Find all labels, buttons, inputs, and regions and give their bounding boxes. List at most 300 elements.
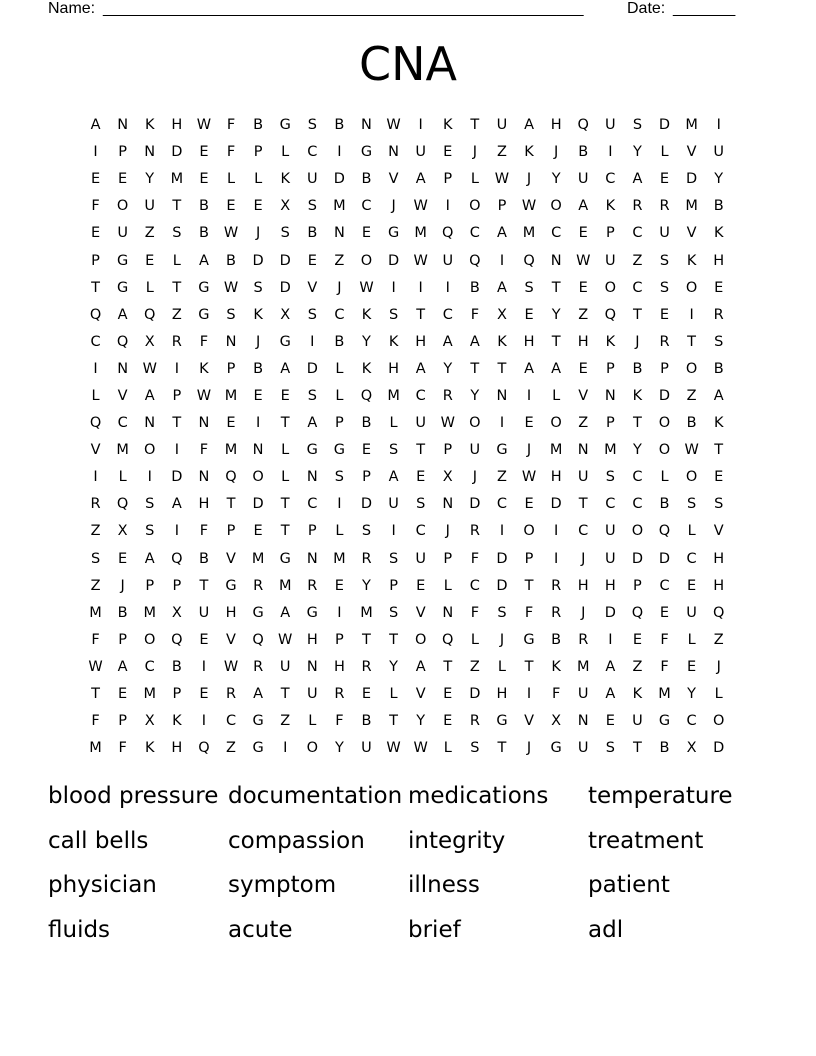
grid-letter: E (416, 577, 426, 594)
grid-letter: X (551, 713, 562, 730)
grid-letter: V (388, 171, 399, 188)
grid-letter: T (497, 740, 507, 757)
grid-letter: Q (171, 550, 183, 567)
grid-letter: R (253, 577, 264, 594)
name-blank-line: ______________________________________________________ (103, 0, 584, 17)
grid-letter: Q (116, 333, 129, 350)
grid-letter: W (386, 117, 401, 134)
grid-letter: I (93, 144, 98, 161)
grid-letter: S (280, 225, 290, 242)
grid-letter: K (144, 740, 155, 757)
grid-letter: J (499, 631, 505, 648)
grid-letter: E (524, 496, 534, 513)
grid-letter: F (551, 686, 561, 703)
grid-letter: P (118, 144, 128, 161)
grid-letter: X (686, 740, 697, 757)
grid-letter: U (144, 198, 156, 215)
grid-letter: H (225, 604, 237, 621)
grid-letter: P (633, 577, 642, 594)
grid-letter: O (685, 360, 698, 377)
grid-letter: O (658, 415, 671, 432)
grid-letter: P (172, 577, 182, 594)
grid-letter: A (117, 306, 128, 323)
grid-letter: T (91, 686, 100, 703)
grid-letter: L (497, 658, 506, 675)
grid-letter: B (713, 360, 724, 377)
grid-letter: D (631, 550, 643, 567)
grid-letter: O (144, 631, 156, 648)
grid-letter: W (576, 252, 591, 269)
grid-letter: C (90, 333, 101, 350)
grid-letter: M (170, 171, 184, 188)
grid-letter: W (521, 198, 537, 215)
grid-letter: W (413, 252, 428, 269)
grid-letter: G (496, 713, 508, 730)
grid-letter: U (117, 225, 128, 242)
grid-letter: B (117, 604, 128, 621)
grid-letter: L (145, 279, 154, 296)
grid-letter: E (226, 415, 236, 432)
grid-letter: Y (416, 713, 426, 730)
grid-letter: M (576, 658, 590, 675)
grid-letter: Q (604, 306, 617, 323)
grid-letter: O (469, 198, 481, 215)
grid-letter: Q (89, 306, 102, 323)
grid-letter: R (469, 523, 480, 540)
grid-letter: I (391, 523, 396, 540)
word-list (48, 779, 768, 957)
grid-letter: I (499, 415, 505, 432)
grid-letter: R (713, 306, 724, 323)
grid-letter: K (253, 306, 263, 323)
grid-row (82, 193, 736, 220)
grid-letter: Q (442, 631, 454, 648)
grid-letter: T (172, 279, 182, 296)
date-blank-line: _______ (673, 0, 736, 17)
grid-letter: M (522, 225, 536, 242)
grid-letter: U (686, 604, 697, 621)
grid-letter: V (415, 686, 426, 703)
date-label: Date: (627, 0, 666, 17)
grid-letter: Q (225, 469, 237, 486)
grid-letter: V (307, 279, 318, 296)
grid-letter: O (658, 442, 671, 459)
grid-letter: E (307, 252, 317, 269)
grid-letter: M (360, 604, 373, 621)
grid-letter: L (335, 523, 344, 540)
grid-letter: B (361, 415, 372, 432)
grid-letter: U (415, 144, 426, 161)
grid-letter: N (577, 442, 589, 459)
grid-letter: A (496, 279, 507, 296)
grid-letter: U (605, 550, 616, 567)
grid-letter: N (442, 604, 454, 621)
grid-letter: Y (714, 171, 724, 188)
grid-letter: C (496, 496, 508, 513)
grid-letter: Z (686, 387, 697, 404)
grid-letter: V (686, 225, 697, 242)
grid-letter: C (334, 306, 345, 323)
grid-letter: P (660, 360, 669, 377)
grid-letter: U (306, 171, 318, 188)
grid-letter: T (226, 496, 236, 513)
grid-letter: U (659, 225, 670, 242)
grid-letter: E (199, 631, 209, 648)
grid-letter: I (526, 387, 532, 404)
grid-letter: Z (334, 252, 345, 269)
grid-letter: E (416, 469, 426, 486)
grid-letter: X (280, 198, 291, 215)
grid-letter: L (91, 387, 100, 404)
grid-letter: C (469, 225, 480, 242)
grid-letter: K (713, 415, 724, 432)
grid-letter: E (199, 144, 209, 161)
grid-row (82, 166, 736, 193)
grid-letter: V (524, 713, 534, 730)
grid-letter: S (145, 496, 155, 513)
grid-letter: Q (116, 496, 129, 513)
grid-letter: D (469, 686, 481, 703)
grid-letter: N (306, 550, 318, 567)
grid-row (82, 410, 736, 437)
grid-letter: P (362, 469, 371, 486)
grid-letter: S (632, 117, 643, 134)
grid-letter: K (632, 387, 643, 404)
word-list-item: blood pressure (48, 783, 219, 809)
grid-letter: E (714, 469, 724, 486)
grid-letter: W (440, 415, 455, 432)
grid-letter: W (196, 387, 212, 404)
grid-letter: T (524, 577, 534, 594)
grid-letter: L (389, 415, 398, 432)
letter-grid (82, 112, 736, 762)
grid-letter: H (415, 333, 427, 350)
grid-letter: E (253, 387, 263, 404)
grid-letter: S (307, 117, 317, 134)
grid-letter: T (280, 523, 290, 540)
grid-letter: H (577, 577, 589, 594)
grid-letter: A (442, 333, 453, 350)
grid-row (82, 383, 736, 410)
grid-letter: B (171, 658, 182, 675)
grid-letter: M (387, 387, 400, 404)
grid-letter: G (523, 631, 535, 648)
grid-letter: C (442, 306, 453, 323)
grid-letter: N (550, 252, 562, 269)
grid-letter: D (658, 117, 671, 134)
grid-letter: O (116, 198, 129, 215)
grid-letter: U (361, 740, 372, 757)
grid-letter: O (414, 631, 427, 648)
grid-letter: Y (551, 306, 561, 323)
grid-letter: N (225, 333, 237, 350)
grid-letter: K (524, 144, 534, 161)
grid-letter: U (306, 686, 318, 703)
grid-letter: B (198, 198, 209, 215)
grid-letter: S (605, 740, 615, 757)
grid-letter: E (199, 686, 209, 703)
grid-letter: S (388, 604, 399, 621)
grid-letter: L (470, 171, 479, 188)
grid-letter: O (631, 523, 644, 540)
grid-row (82, 275, 736, 302)
grid-letter: U (279, 658, 291, 675)
grid-row (82, 437, 736, 464)
grid-letter: I (418, 279, 423, 296)
grid-letter: W (278, 631, 293, 648)
grid-letter: N (442, 496, 454, 513)
grid-letter: U (442, 252, 454, 269)
grid-letter: E (524, 415, 534, 432)
grid-letter: L (552, 387, 561, 404)
grid-letter: B (253, 117, 264, 134)
grid-letter: Z (226, 740, 236, 757)
grid-letter: G (387, 225, 400, 242)
grid-letter: K (199, 360, 209, 377)
grid-letter: D (333, 171, 345, 188)
grid-letter: M (224, 387, 238, 404)
grid-letter: T (280, 415, 290, 432)
grid-letter: C (225, 713, 237, 730)
grid-letter: W (88, 658, 103, 675)
grid-letter: S (605, 469, 615, 486)
grid-letter: I (255, 415, 261, 432)
grid-letter: Z (496, 469, 507, 486)
grid-letter: G (198, 306, 210, 323)
grid-letter: A (524, 117, 534, 134)
grid-letter: R (659, 333, 670, 350)
grid-letter: E (199, 171, 209, 188)
grid-letter: U (577, 740, 589, 757)
grid-letter: R (632, 198, 643, 215)
grid-letter: A (551, 360, 562, 377)
grid-letter: D (496, 577, 508, 594)
grid-letter: E (253, 523, 263, 540)
grid-letter: F (470, 604, 480, 621)
grid-letter: P (605, 225, 615, 242)
grid-letter: H (198, 496, 210, 513)
grid-letter: B (226, 252, 236, 269)
word-list-item: illness (408, 872, 480, 898)
grid-letter: J (554, 144, 559, 161)
grid-letter: O (144, 442, 156, 459)
word-list-item: physician (48, 872, 157, 898)
grid-letter: S (361, 523, 372, 540)
grid-letter: A (253, 686, 264, 703)
grid-row (82, 112, 736, 139)
grid-letter: L (281, 469, 290, 486)
grid-letter: S (714, 333, 724, 350)
grid-letter: S (687, 496, 697, 513)
grid-letter: B (334, 333, 345, 350)
grid-letter: X (144, 713, 155, 730)
grid-letter: G (279, 117, 291, 134)
grid-letter: T (172, 415, 182, 432)
grid-letter: F (335, 713, 344, 730)
grid-letter: I (608, 144, 613, 161)
grid-letter: C (117, 415, 128, 432)
grid-letter: P (118, 631, 128, 648)
grid-letter: R (253, 658, 264, 675)
grid-letter: S (714, 496, 724, 513)
grid-letter: Z (713, 631, 724, 648)
grid-letter: J (391, 198, 396, 215)
grid-letter: Q (658, 523, 671, 540)
grid-letter: V (415, 604, 426, 621)
grid-letter: D (658, 387, 671, 404)
grid-letter: L (118, 469, 127, 486)
grid-letter: G (333, 442, 346, 459)
grid-letter: G (279, 333, 291, 350)
grid-letter: S (90, 550, 101, 567)
grid-letter: W (223, 225, 239, 242)
grid-letter: L (389, 686, 398, 703)
grid-row (82, 356, 736, 383)
grid-letter: O (550, 415, 562, 432)
grid-letter: E (334, 577, 344, 594)
grid-letter: D (604, 604, 616, 621)
grid-letter: Q (89, 415, 102, 432)
grid-letter: E (90, 225, 101, 242)
grid-letter: L (335, 360, 344, 377)
grid-letter: M (143, 686, 156, 703)
grid-letter: A (415, 360, 426, 377)
grid-letter: K (144, 117, 155, 134)
grid-letter: T (362, 631, 371, 648)
grid-letter: I (499, 523, 505, 540)
grid-letter: K (388, 333, 399, 350)
grid-letter: J (526, 442, 532, 459)
grid-letter: F (118, 740, 127, 757)
grid-letter: F (524, 604, 534, 621)
grid-letter: F (91, 631, 100, 648)
grid-letter: E (253, 198, 263, 215)
grid-letter: V (713, 523, 724, 540)
grid-letter: A (496, 225, 507, 242)
grid-letter: D (550, 496, 562, 513)
grid-letter: E (361, 442, 372, 459)
grid-letter: C (632, 279, 643, 296)
grid-letter: M (658, 686, 671, 703)
grid-letter: F (199, 442, 209, 459)
grid-letter: G (198, 279, 210, 296)
grid-letter: S (253, 279, 263, 296)
grid-letter: U (605, 117, 616, 134)
grid-letter: R (578, 631, 589, 648)
grid-letter: P (91, 252, 100, 269)
grid-letter: V (226, 550, 236, 567)
grid-letter: S (226, 306, 236, 323)
grid-row (82, 654, 736, 681)
grid-letter: M (333, 198, 346, 215)
grid-letter: Y (551, 171, 561, 188)
grid-letter: I (499, 252, 505, 269)
grid-letter: C (686, 713, 697, 730)
grid-letter: G (279, 550, 291, 567)
grid-letter: E (443, 713, 453, 730)
grid-letter: I (93, 360, 98, 377)
grid-letter: C (605, 171, 616, 188)
grid-row (82, 708, 736, 735)
grid-row (82, 681, 736, 708)
word-list-item: adl (588, 916, 624, 943)
grid-letter: W (196, 117, 212, 134)
grid-letter: B (361, 171, 372, 188)
grid-letter: T (389, 631, 398, 648)
grid-letter: L (308, 713, 317, 730)
grid-letter: W (413, 740, 428, 757)
grid-letter: E (687, 658, 697, 675)
grid-letter: Y (632, 442, 642, 459)
grid-letter: B (632, 360, 643, 377)
grid-letter: K (632, 686, 643, 703)
grid-letter: U (577, 171, 589, 188)
grid-letter: Z (90, 523, 101, 540)
grid-letter: E (687, 577, 697, 594)
grid-letter: A (307, 415, 318, 432)
grid-letter: N (117, 117, 129, 134)
grid-letter: N (144, 415, 156, 432)
grid-letter: U (632, 713, 643, 730)
grid-letter: R (361, 550, 372, 567)
grid-letter: V (578, 387, 589, 404)
grid-letter: P (605, 360, 615, 377)
grid-letter: C (632, 496, 643, 513)
grid-letter: D (686, 171, 698, 188)
grid-letter: B (469, 279, 480, 296)
grid-letter: D (171, 144, 183, 161)
grid-letter: D (279, 279, 291, 296)
grid-letter: M (604, 442, 617, 459)
grid-letter: I (716, 117, 721, 134)
grid-letter: G (360, 144, 373, 161)
grid-letter: D (658, 550, 671, 567)
grid-letter: F (660, 631, 669, 648)
grid-letter: L (281, 144, 290, 161)
grid-letter: T (470, 117, 480, 134)
grid-letter: I (201, 658, 207, 675)
grid-letter: Q (442, 225, 454, 242)
word-list-item: compassion (228, 827, 365, 854)
grid-letter: D (387, 252, 400, 269)
grid-letter: K (605, 333, 616, 350)
grid-letter: A (605, 658, 616, 675)
grid-letter: H (496, 686, 508, 703)
grid-letter: X (171, 604, 182, 621)
grid-letter: Q (171, 631, 183, 648)
grid-letter: X (144, 333, 155, 350)
grid-letter: D (469, 496, 481, 513)
grid-letter: T (632, 415, 642, 432)
grid-letter: F (91, 713, 100, 730)
grid-letter: Z (632, 658, 643, 675)
grid-letter: H (550, 117, 562, 134)
grid-letter: B (198, 225, 209, 242)
grid-letter: Y (389, 658, 398, 675)
grid-letter: F (226, 144, 236, 161)
grid-letter: X (117, 523, 128, 540)
grid-letter: G (252, 604, 264, 621)
grid-letter: D (713, 740, 725, 757)
grid-letter: J (255, 225, 261, 242)
grid-letter: H (713, 550, 725, 567)
grid-letter: W (223, 279, 239, 296)
grid-letter: F (91, 198, 100, 215)
grid-letter: C (578, 523, 589, 540)
grid-letter: B (659, 496, 670, 513)
grid-letter: L (443, 577, 452, 594)
grid-letter: N (144, 144, 156, 161)
